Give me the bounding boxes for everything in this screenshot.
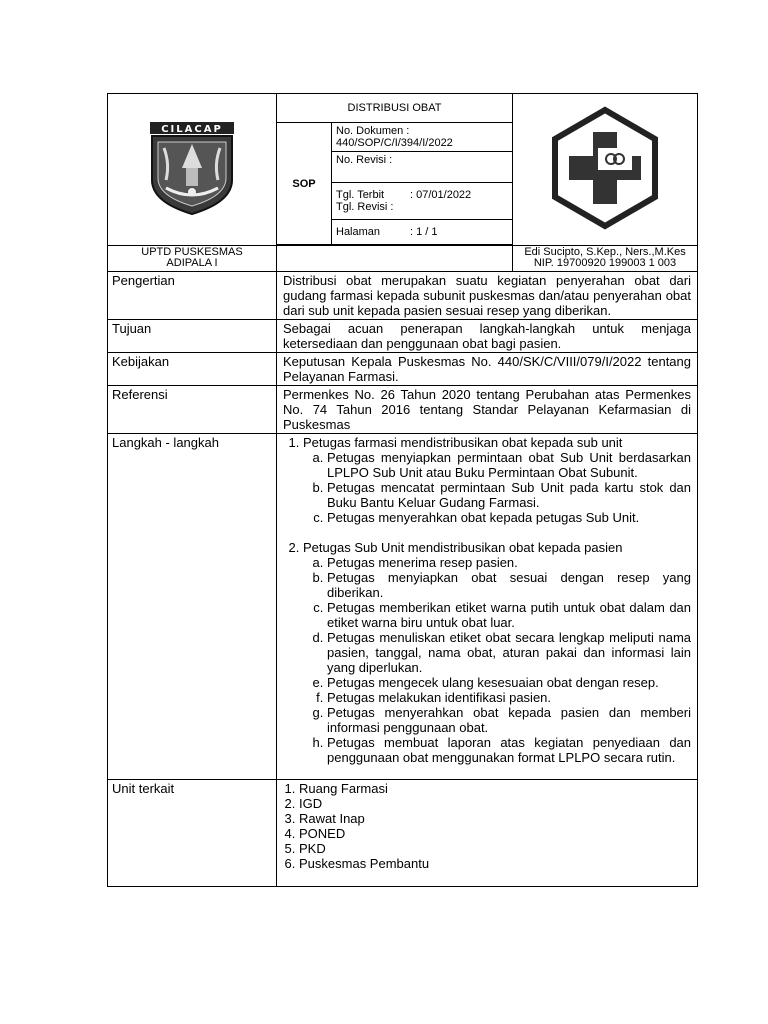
list-item: b. Petugas mencatat permintaan Sub Unit pada kartu stok dan Buku Bantu Keluar Gudang Farmasi. [327,480,691,510]
step-item [303,435,691,525]
list-item: c. Petugas memberikan etiket warna putih untuk obat dalam dan etiket warna biru untuk obat luar. [327,600,691,630]
steps-list [283,435,691,765]
sop-label: SOP [277,123,332,245]
step-title: Petugas farmasi mendistribusikan obat kepada sub unit [303,435,623,450]
step-title: Petugas Sub Unit mendistribusikan obat kepada pasien [303,540,623,555]
list-item: d. Petugas menuliskan etiket obat secara lengkap meliputi nama pasien, tanggal, nama obat, aturan pakai dan informasi lain yang diperlukan. [327,630,691,675]
sop-title: DISTRIBUSI OBAT [277,94,513,123]
list-item: h. Petugas membuat laporan atas kegiatan penyediaan dan penggunaan obat menggunakan format LPLPO secara rutin. [327,735,691,765]
regency-logo-cell [108,94,277,246]
signature-block [513,246,698,272]
page-label: Halaman [336,226,381,238]
list-item: 2. IGD [299,796,691,811]
langkah-label: Langkah - langkah [108,434,277,780]
kebijakan-text: Keputusan Kepala Puskesmas No. 440/SK/C/VIII/079/I/2022 tentang Pelayanan Farmasi. [277,353,698,386]
revision-number: No. Revisi : [332,152,513,183]
cilacap-emblem-icon [144,118,240,218]
list-item: 6. Puskesmas Pembantu [299,856,691,871]
list-item: b. Petugas menyiapkan obat sesuai dengan resep yang diberikan. [327,570,691,600]
tujuan-label: Tujuan [108,320,277,353]
issue-date-label: Tgl. Terbit [336,189,385,201]
step-item [303,540,691,765]
list-item: 3. Rawat Inap [299,811,691,826]
langkah-content [277,434,698,780]
list-item: g. Petugas menyerahkan obat kepada pasien dan memberi informasi penggunaan obat. [327,705,691,735]
issue-date-value: : 07/01/2022 [410,189,472,201]
pengertian-label: Pengertian [108,272,277,320]
sop-table [107,93,698,887]
puskesmas-logo-icon [543,106,667,230]
sop-document [107,93,697,887]
list-item: c. Petugas menyerahkan obat kepada petugas Sub Unit. [327,510,691,525]
list-item: 5. PKD [299,841,691,856]
dates-block [332,183,513,220]
units-list [283,781,691,871]
kebijakan-label: Kebijakan [108,353,277,386]
list-item: a. Petugas menerima resep pasien. [327,555,691,570]
svg-text:CILACAP: CILACAP [161,124,223,135]
referensi-label: Referensi [108,386,277,434]
tujuan-text: Sebagai acuan penerapan langkah-langkah untuk menjaga ketersediaan dan penggunaan obat bagi pasien. [277,320,698,353]
page-info [332,220,513,245]
unit-terkait-content [277,780,698,887]
document-number-label: No. Dokumen : [336,125,410,137]
pengertian-text: Distribusi obat merupakan suatu kegiatan penyerahan obat dari gudang farmasi kepada subunit puskesmas dan/atau penyerahan obat dari sub unit kepada pasien sesuai resep yang diberikan. [277,272,698,320]
revision-date: Tgl. Revisi : [336,201,394,213]
referensi-text: Permenkes No. 26 Tahun 2020 tentang Perubahan atas Permenkes No. 74 Tahun 2016 tentang Standar Pelayanan Kefarmasian di Puskesmas [277,386,698,434]
step1-sublist [303,450,691,525]
unit-name: UPTD PUSKESMAS ADIPALA I [108,246,277,272]
document-number-value: 440/SOP/C/I/394/I/2022 [336,137,453,149]
puskesmas-logo-cell [513,94,698,246]
signer-name: Edi Sucipto, S.Kep., Ners.,M.Kes [524,246,686,258]
page-value: : 1 / 1 [410,226,438,238]
list-item: a. Petugas menyiapkan permintaan obat Sub Unit berdasarkan LPLPO Sub Unit atau Buku Permintaan Obat Subunit. [327,450,691,480]
list-item: 1. Ruang Farmasi [299,781,691,796]
list-item: e. Petugas mengecek ulang kesesuaian obat dengan resep. [327,675,691,690]
signer-nip: NIP. 19700920 199003 1 003 [533,257,677,269]
document-number [332,123,513,152]
list-item: f. Petugas melakukan identifikasi pasien. [327,690,691,705]
list-item: 4. PONED [299,826,691,841]
step2-sublist [303,555,691,765]
unit-terkait-label: Unit terkait [108,780,277,887]
